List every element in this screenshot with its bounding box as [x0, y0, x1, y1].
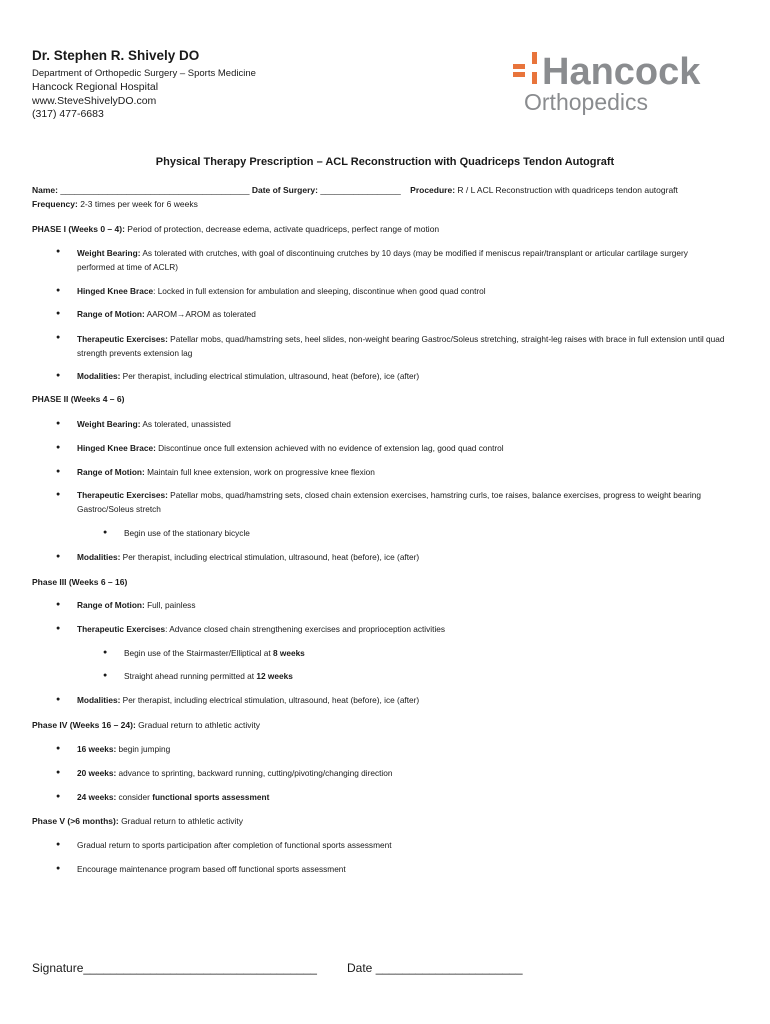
surgery-date-field[interactable]: _________________	[320, 185, 401, 195]
phase1-desc: Period of protection, decrease edema, activate quadriceps, perfect range of motion	[127, 224, 440, 234]
item-label: Hinged Knee Brace	[77, 286, 154, 296]
bullet-icon: ●	[56, 553, 61, 560]
procedure-label: Procedure:	[410, 185, 456, 195]
item-text: Maintain full knee extension, work on progressive knee flexion	[147, 467, 375, 477]
name-field[interactable]: ________________________________________	[60, 185, 250, 195]
item-text: Patellar mobs, quad/hamstring sets, heel slides, non-weight bearing Gastroc/Soleus stretching, straight-leg raises with brace in full extension until quad strength prevents extension lag	[77, 334, 725, 358]
item-text: advance to sprinting, backward running, cutting/pivoting/changing direction	[118, 768, 393, 778]
list-item	[77, 417, 727, 431]
phase1-heading: PHASE I (Weeks 0 – 4):	[32, 224, 125, 234]
logo-word-orthopedics: Orthopedics	[524, 89, 649, 115]
item-text: Per therapist, including electrical stimulation, ultrasound, heat (before), ice (after)	[122, 552, 420, 562]
list-item: Gradual return to sports participation after completion of functional sports assessment	[77, 840, 392, 850]
signature-date-label: Date	[347, 961, 373, 975]
procedure-value: R / L ACL Reconstruction with quadriceps tendon autograft	[457, 185, 678, 195]
hospital-name: Hancock Regional Hospital	[32, 81, 159, 93]
sub-list-item: Begin use of the stationary bicycle	[124, 528, 250, 538]
sub-list-item	[124, 669, 724, 683]
bullet-icon: ●	[103, 672, 108, 679]
bullet-icon: ●	[56, 865, 61, 872]
item-label: Weight Bearing:	[77, 419, 141, 429]
item-text: Discontinue once full extension achieved with no evidence of extension lag, good quad control	[158, 443, 504, 453]
phase2-heading-row	[32, 394, 124, 404]
item-text: Per therapist, including electrical stimulation, ultrasound, heat (before), ice (after)	[122, 695, 420, 705]
item-text: : Advance closed chain strengthening exercises and proprioception activities	[165, 624, 446, 634]
bullet-icon: ●	[56, 287, 61, 294]
item-text: AAROM→AROM as tolerated	[146, 309, 256, 319]
item-label: Modalities:	[77, 695, 121, 705]
item-label: Range of Motion:	[77, 467, 145, 477]
item-label: 20 weeks:	[77, 768, 117, 778]
bullet-icon: ●	[56, 745, 61, 752]
item-text: As tolerated, unassisted	[142, 419, 231, 429]
hancock-logo	[510, 48, 742, 118]
item-text: Full, painless	[147, 600, 196, 610]
patient-info-row	[32, 185, 678, 195]
phase4-heading: Phase IV (Weeks 16 – 24):	[32, 720, 136, 730]
item-emphasis: 8 weeks	[272, 648, 305, 658]
department: Department of Orthopedic Surgery – Sports Medicine	[32, 68, 256, 79]
list-item	[77, 488, 727, 516]
bullet-icon: ●	[103, 529, 108, 536]
item-text: consider	[118, 792, 150, 802]
item-text: Begin use of the Stairmaster/Elliptical at	[124, 648, 271, 658]
item-text: Straight ahead running permitted at	[124, 671, 255, 681]
list-item	[77, 598, 727, 612]
item-text: : Locked in full extension for ambulation and sleeping, discontinue when good quad control	[153, 286, 486, 296]
item-text: Patellar mobs, quad/hamstring sets, closed chain extension exercises, hamstring curls, toe raises, balance exercises, progress to weight bearing Gastroc/Soleus stretch	[77, 490, 701, 514]
bullet-icon: ●	[56, 444, 61, 451]
item-text: As tolerated with crutches, with goal of discontinuing crutches by 10 days (may be modified if meniscus repair/transplant or articular cartilage surgery performed at time of ACLR)	[77, 248, 688, 272]
website: www.SteveShivelyDO.com	[32, 95, 157, 107]
item-label: Hinged Knee Brace:	[77, 443, 156, 453]
bullet-icon: ●	[56, 769, 61, 776]
list-item	[77, 284, 727, 298]
phase3-heading-row	[32, 577, 127, 587]
phase4-heading-row	[32, 720, 260, 730]
phase1-heading-row	[32, 224, 439, 234]
item-label: Therapeutic Exercises:	[77, 490, 168, 500]
item-label: 16 weeks:	[77, 744, 117, 754]
item-emphasis: functional sports assessment	[152, 792, 270, 802]
bullet-icon: ●	[56, 248, 61, 255]
phase5-heading: Phase V (>6 months):	[32, 816, 119, 826]
phase5-desc: Gradual return to athletic activity	[121, 816, 243, 826]
list-item	[77, 790, 727, 804]
signature-field[interactable]: ___________________________________	[83, 961, 317, 975]
doctor-name: Dr. Stephen R. Shively DO	[32, 48, 200, 63]
list-item	[77, 307, 727, 321]
bullet-icon: ●	[56, 372, 61, 379]
bullet-icon: ●	[56, 696, 61, 703]
bullet-icon: ●	[56, 310, 61, 317]
phase5-heading-row	[32, 816, 243, 826]
bullet-icon: ●	[56, 334, 61, 341]
bullet-icon: ●	[103, 649, 108, 656]
signature-date-field[interactable]: ______________________	[375, 961, 523, 975]
item-label: Therapeutic Exercises:	[77, 334, 168, 344]
surgery-date-label: Date of Surgery:	[251, 185, 318, 195]
item-label: 24 weeks:	[77, 792, 117, 802]
list-item	[77, 622, 727, 636]
phase2-heading: PHASE II (Weeks 4 – 6)	[32, 394, 125, 404]
signature-row	[32, 961, 317, 975]
list-item	[77, 441, 727, 455]
bullet-icon: ●	[56, 601, 61, 608]
logo-word-hancock: Hancock	[542, 51, 701, 93]
item-text: begin jumping	[118, 744, 171, 754]
bullet-icon: ●	[56, 841, 61, 848]
list-item: Encourage maintenance program based off functional sports assessment	[77, 864, 346, 874]
list-item	[77, 766, 727, 780]
frequency-value: 2-3 times per week for 6 weeks	[80, 199, 198, 209]
item-label: Modalities:	[77, 552, 121, 562]
bullet-icon: ●	[56, 491, 61, 498]
phone: (317) 477-6683	[32, 108, 104, 120]
list-item	[77, 550, 727, 564]
item-label: Range of Motion:	[77, 600, 145, 610]
list-item	[77, 332, 727, 360]
signature-label: Signature	[32, 961, 84, 975]
name-label: Name:	[32, 185, 58, 195]
signature-date-row	[347, 961, 523, 975]
frequency-label: Frequency:	[32, 199, 78, 209]
document-title: Physical Therapy Prescription – ACL Reconstruction with Quadriceps Tendon Autograft	[155, 156, 615, 168]
item-label: Modalities:	[77, 371, 121, 381]
list-item	[77, 246, 727, 274]
bullet-icon: ●	[56, 468, 61, 475]
list-item	[77, 693, 727, 707]
item-label: Therapeutic Exercises	[77, 624, 166, 634]
item-emphasis: 12 weeks	[256, 671, 293, 681]
phase3-heading: Phase III (Weeks 6 – 16)	[32, 577, 128, 587]
item-label: Weight Bearing:	[77, 248, 141, 258]
list-item	[77, 742, 727, 756]
sub-list-item	[124, 646, 724, 660]
item-text: Per therapist, including electrical stimulation, ultrasound, heat (before), ice (after)	[122, 371, 420, 381]
bullet-icon: ●	[56, 625, 61, 632]
bullet-icon: ●	[56, 420, 61, 427]
list-item	[77, 369, 727, 383]
list-item	[77, 465, 727, 479]
bullet-icon: ●	[56, 793, 61, 800]
frequency-row	[32, 199, 198, 209]
item-label: Range of Motion:	[77, 309, 145, 319]
phase4-desc: Gradual return to athletic activity	[138, 720, 261, 730]
